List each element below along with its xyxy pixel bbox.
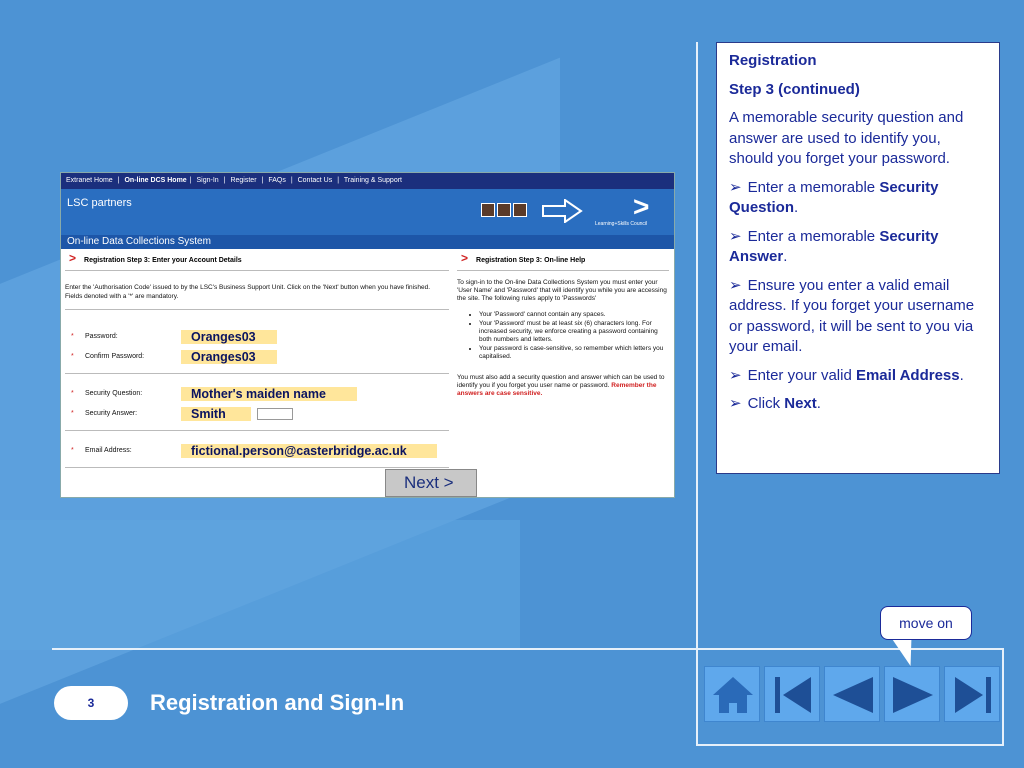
next-button[interactable]: Next > (385, 469, 477, 497)
instruction-bullet: ➢ Enter your valid Email Address. (729, 366, 964, 384)
email-label: Email Address: (85, 447, 132, 454)
instruction-bullet: ➢ Click Next. (729, 395, 821, 412)
home-button[interactable] (704, 666, 760, 722)
chevron-icon: > (69, 251, 77, 265)
security-answer-label: Security Answer: (85, 410, 138, 417)
last-slide-button[interactable] (944, 666, 1000, 722)
form-divider (65, 430, 449, 431)
lsc-brand: Learning+Skills Council (595, 221, 648, 227)
account-details-section (61, 249, 453, 498)
security-answer-input[interactable] (257, 408, 293, 420)
nav-training-support[interactable]: Training & Support (343, 177, 402, 184)
security-answer-row: * Security Answer: (71, 410, 138, 417)
password-field[interactable]: Oranges03 (181, 330, 277, 344)
email-field[interactable]: fictional.person@casterbridge.ac.uk (181, 444, 437, 458)
confirm-password-field[interactable]: Oranges03 (181, 350, 277, 364)
confirm-password-label: Confirm Password: (85, 353, 145, 360)
previous-slide-icon (825, 667, 881, 723)
move-on-callout: move on (880, 606, 972, 640)
photo-thumbnail (481, 203, 495, 217)
page-number: 3 (54, 686, 128, 720)
banner-photos (481, 203, 527, 217)
panel-title: Registration (729, 52, 817, 69)
chevron-icon: > (461, 251, 469, 265)
arrow-bullet-icon: ➢ (729, 395, 742, 412)
section-heading: > Registration Step 3: On-line Help (457, 249, 669, 271)
nav-online-dcs-home[interactable]: On-line DCS Home (124, 177, 187, 184)
email-row: * Email Address: (71, 447, 132, 454)
security-question-label: Security Question: (85, 390, 143, 397)
registration-screenshot (60, 172, 675, 498)
divider-line (1002, 648, 1004, 746)
lsc-logo-icon: > (633, 191, 650, 222)
instruction-bullet: ➢ Enter a memorable Security Question. (729, 178, 939, 216)
form-divider (65, 373, 449, 374)
previous-slide-button[interactable] (824, 666, 880, 722)
nav-register[interactable]: Register (230, 177, 257, 184)
online-help-section (453, 249, 673, 498)
arrow-bullet-icon: ➢ (729, 227, 742, 245)
password-label: Password: (85, 333, 118, 340)
list-item: • Your password is case-sensitive, so remember which letters you capitalised. (479, 345, 669, 361)
photo-thumbnail (513, 203, 527, 217)
arrow-bullet-icon: ➢ (729, 276, 742, 294)
security-question-row: * Security Question: (71, 390, 143, 397)
divider-line (696, 42, 698, 746)
help-outro: You must also add a security question and answer which can be used to identify you if you forget you user name or password. Remember the answers are case sensitive. (457, 374, 665, 397)
site-banner (61, 189, 674, 235)
security-answer-field[interactable]: Smith (181, 407, 251, 421)
system-title: On-line Data Collections System (61, 235, 674, 249)
list-item: • Your 'Password' must be at least six (6) characters long. For increased security, we enforce creating a password containing both numbers and letters. (479, 320, 669, 344)
arrow-bullet-icon: ➢ (729, 178, 742, 196)
first-slide-icon (765, 667, 821, 723)
case-sensitive-warning: Remember the answers are case sensitive. (457, 382, 657, 397)
arrow-logo-icon (541, 199, 583, 223)
section-heading: > Registration Step 3: Enter your Account Details (65, 249, 449, 271)
list-item: • Your 'Password' cannot contain any spaces. (479, 311, 669, 319)
password-row: * Password: (71, 333, 118, 340)
arrow-bullet-icon: ➢ (729, 366, 742, 384)
form-divider (65, 309, 449, 310)
help-intro: To sign-in to the On-line Data Collections System you must enter your 'User Name' and 'Password' that will identify you while you are accessing the site. The following rules apply to 'Passwords' (457, 279, 667, 302)
instruction-panel (716, 42, 1000, 474)
confirm-password-row: * Confirm Password: (71, 353, 145, 360)
photo-thumbnail (497, 203, 511, 217)
panel-intro: A memorable security question and answer are used to identify you, should you forget your password. (729, 109, 964, 167)
next-slide-icon (885, 667, 941, 723)
background-shape (0, 520, 520, 650)
panel-step: Step 3 (continued) (729, 80, 860, 98)
nav-contact-us[interactable]: Contact Us (297, 177, 333, 184)
password-rules-list (453, 303, 673, 361)
divider-line (52, 648, 1004, 650)
nav-faqs[interactable]: FAQs (268, 177, 286, 184)
top-navigation: Extranet Home | On-line DCS Home | Sign-In | Register | FAQs | Contact Us | Training & Support (61, 173, 674, 189)
nav-extranet-home[interactable]: Extranet Home (66, 177, 113, 184)
divider-line (696, 744, 1004, 746)
last-slide-icon (945, 667, 1001, 723)
instruction-bullet: ➢ Ensure you enter a valid email address. If you forget your username or password, it will be sent to you via your email. (729, 276, 975, 355)
partners-label: LSC partners (67, 197, 132, 209)
instructions-text: Enter the 'Authorisation Code' issued to by the LSC's Business Support Unit. Click on the 'Next' button when you have finished. Fields denoted with a '*' are mandatory. (65, 284, 430, 300)
security-question-field[interactable]: Mother's maiden name (181, 387, 357, 401)
instruction-bullet: ➢ Enter a memorable Security Answer. (729, 227, 939, 265)
home-icon (705, 667, 761, 723)
first-slide-button[interactable] (764, 666, 820, 722)
nav-sign-in[interactable]: Sign-In (196, 177, 219, 184)
slide-title: Registration and Sign-In (150, 690, 405, 715)
form-divider (65, 467, 449, 468)
next-slide-button[interactable] (884, 666, 940, 722)
